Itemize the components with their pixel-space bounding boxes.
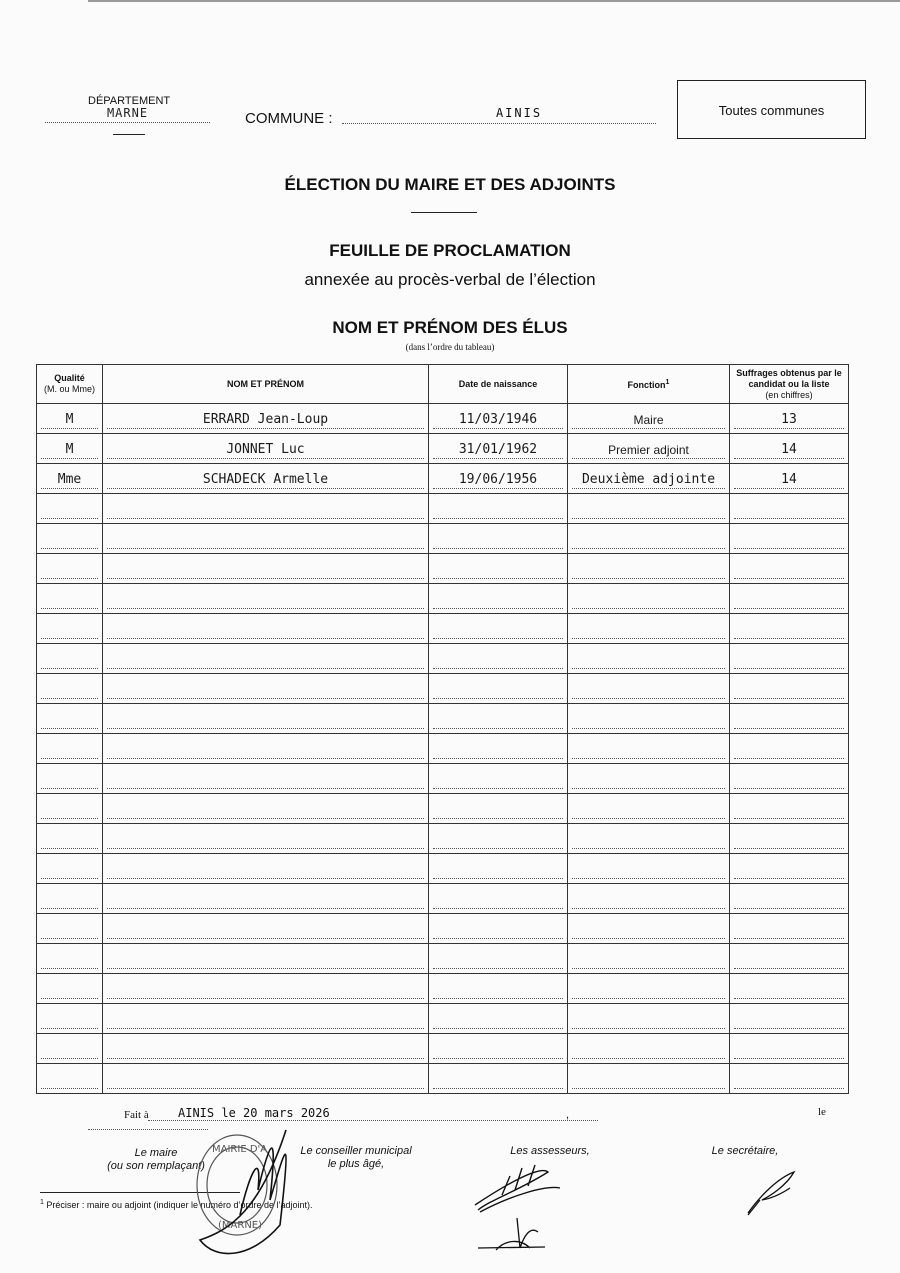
departement-label: DÉPARTEMENT	[88, 95, 171, 107]
fait-comma: ,	[566, 1109, 570, 1121]
header-date: Date de naissance	[429, 365, 568, 404]
maire-signature-label: Le maire (ou son remplaçant)	[107, 1147, 205, 1172]
assesseur-signature-2	[478, 1218, 545, 1250]
fonction-value: Premier adjoint	[572, 442, 725, 459]
commune-label: COMMUNE :	[245, 110, 333, 127]
stamp-top-text: MAIRIE D'A	[212, 1144, 268, 1155]
assesseurs-signature-label: Les assesseurs,	[510, 1145, 590, 1157]
conseiller-signature-label: Le conseiller municipal le plus âgé,	[300, 1145, 412, 1170]
names-title: NOM ET PRÉNOM DES ÉLUS	[332, 318, 568, 337]
fait-le-label: le	[818, 1106, 826, 1118]
fait-value: AINIS le 20 mars 2026	[148, 1106, 598, 1121]
assesseur-signature-1	[475, 1165, 560, 1212]
header-suffrages: Suffrages obtenus par le candidat ou la liste (en chiffres)	[730, 365, 849, 404]
nom-value: SCHADECK Armelle	[107, 472, 424, 489]
qualite-value: M	[41, 442, 98, 459]
suffrages-value: 14	[734, 442, 844, 459]
qualite-value: Mme	[41, 472, 98, 489]
qualite-value: M	[41, 412, 98, 429]
fonction-value: Maire	[572, 412, 725, 429]
commune-value: AINIS	[342, 106, 656, 124]
header-qualite: Qualité (M. ou Mme)	[37, 365, 103, 404]
date-value: 31/01/1962	[433, 442, 563, 459]
suffrages-value: 14	[734, 472, 844, 489]
header-fonction: Fonction$^1$	[568, 365, 730, 404]
nom-value: JONNET Luc	[107, 442, 424, 459]
toutes-communes-box: Toutes communes	[677, 80, 866, 139]
sheet-title: FEUILLE DE PROCLAMATION	[329, 241, 571, 260]
annex-subtitle: annexée au procès-verbal de l’élection	[304, 270, 596, 289]
secretaire-signature-label: Le secrétaire,	[711, 1145, 779, 1157]
fait-label: Fait à	[124, 1109, 149, 1121]
nom-value: ERRARD Jean-Loup	[107, 412, 424, 429]
footnote: $^1$ Préciser : maire ou adjoint (indiquer le numéro d’ordre de l’adjoint).	[40, 1199, 313, 1210]
fonction-value: Deuxième adjointe	[572, 472, 725, 489]
suffrages-value: 13	[734, 412, 844, 429]
secretaire-signature	[748, 1172, 794, 1215]
date-value: 19/06/1956	[433, 472, 563, 489]
date-value: 11/03/1946	[433, 412, 563, 429]
departement-value: MARNE	[45, 106, 210, 123]
main-title: ÉLECTION DU MAIRE ET DES ADJOINTS	[284, 175, 616, 194]
mairie-stamp	[197, 1135, 277, 1235]
order-note: (dans l’ordre du tableau)	[405, 342, 495, 352]
header-nom: NOM ET PRÉNOM	[103, 365, 429, 404]
stamp-bottom-text: (MARNE)	[218, 1220, 263, 1231]
